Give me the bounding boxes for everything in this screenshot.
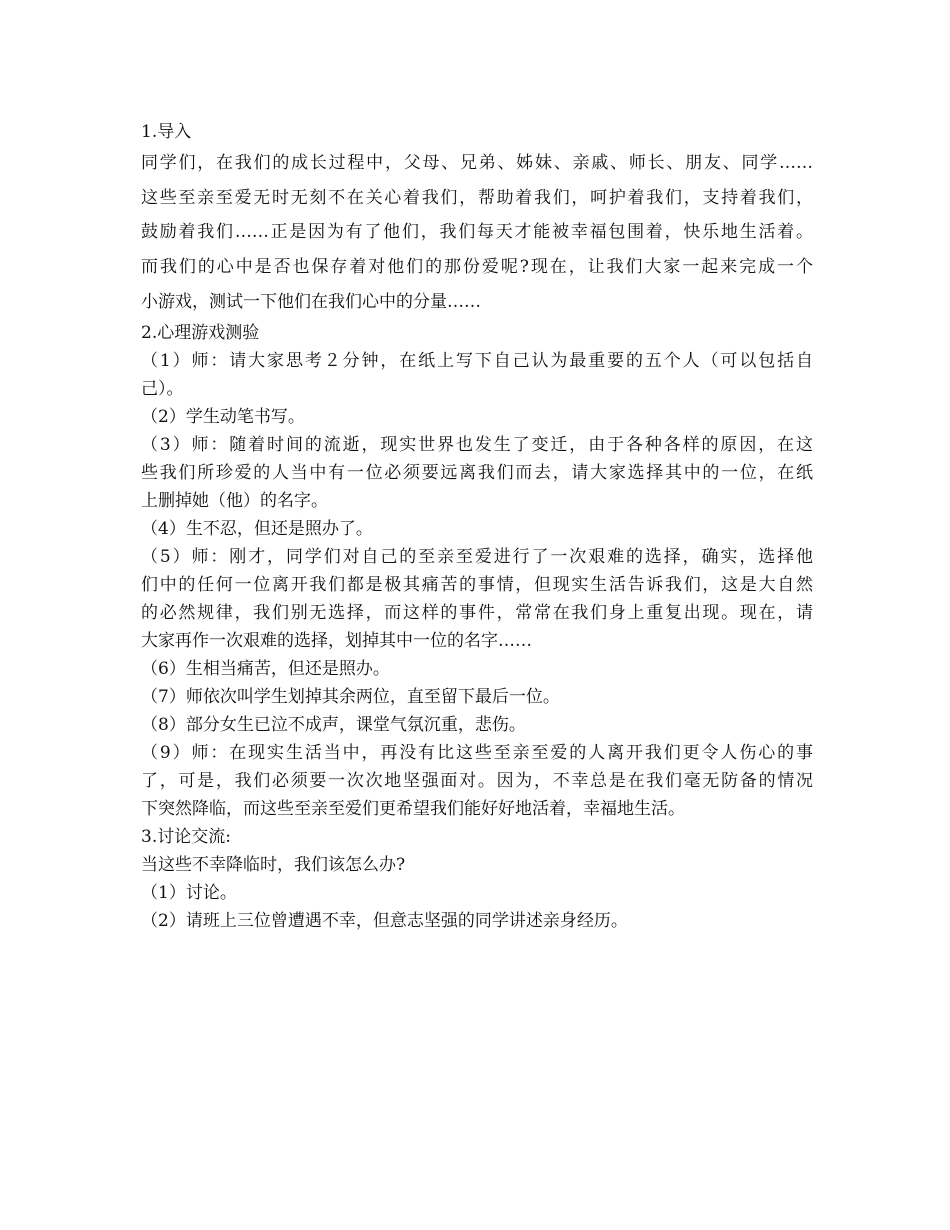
- paragraph-line: 些我们所珍爱的人当中有一位必须要远离我们而去，请大家选择其中的一位，在纸: [141, 463, 813, 484]
- paragraph-line: （6）生相当痛苦，但还是照办。: [141, 659, 390, 680]
- paragraph-line: （1）讨论。: [141, 883, 237, 904]
- paragraph-line: 这些至亲至爱无时无刻不在关心着我们，帮助着我们，呵护着我们，支持着我们，: [141, 187, 813, 208]
- paragraph-line: 小游戏，测试一下他们在我们心中的分量……: [141, 291, 481, 312]
- paragraph-line: 们中的任何一位离开我们都是极其痛苦的事情，但现实生活告诉我们，这是大自然: [141, 575, 813, 596]
- paragraph-line: 上删掉她（他）的名字。: [141, 491, 328, 512]
- paragraph-line: 己）。: [141, 379, 184, 400]
- paragraph-line: 大家再作一次艰难的选择，划掉其中一位的名字……: [141, 631, 532, 652]
- paragraph-line: （1）师：请大家思考２分钟，在纸上写下自己认为最重要的五个人（可以包括自: [141, 351, 813, 372]
- paragraph-line: （7）师依次叫学生划掉其余两位，直至留下最后一位。: [141, 687, 560, 708]
- paragraph-line: （2）请班上三位曾遭遇不幸，但意志坚强的同学讲述亲身经历。: [141, 911, 628, 932]
- paragraph-line: 了，可是，我们必须要一次次地坚强面对。因为，不幸总是在我们毫无防备的情况: [141, 771, 813, 792]
- section-heading: 1.导入: [141, 122, 192, 142]
- paragraph-line: （4）生不忍，但还是照办了。: [141, 519, 373, 540]
- paragraph-line: 的必然规律，我们别无选择，而这样的事件，常常在我们身上重复出现。现在，请: [141, 603, 813, 624]
- paragraph-line: 同学们，在我们的成长过程中，父母、兄弟、姊妹、亲戚、师长、朋友、同学……: [141, 153, 813, 173]
- paragraph-line: （2）学生动笔书写。: [141, 407, 305, 428]
- paragraph-line: （8）部分女生已泣不成声，课堂气氛沉重，悲伤。: [141, 715, 526, 736]
- paragraph-line: 当这些不幸降临时，我们该怎么办?: [141, 855, 406, 876]
- paragraph-line: 而我们的心中是否也保存着对他们的那份爱呢?现在，让我们大家一起来完成一个: [141, 257, 813, 278]
- section-heading: 3.讨论交流:: [141, 827, 231, 848]
- paragraph-line: 鼓励着我们……正是因为有了他们，我们每天才能被幸福包围着，快乐地生活着。: [141, 222, 813, 243]
- paragraph-line: （5）师：刚才，同学们对自己的至亲至爱进行了一次艰难的选择，确实，选择他: [141, 547, 813, 568]
- paragraph-line: （3）师：随着时间的流逝，现实世界也发生了变迁，由于各种各样的原因，在这: [141, 435, 813, 456]
- section-heading: 2.心理游戏测验: [141, 323, 260, 344]
- document-page: [141, 118, 813, 935]
- paragraph-line: （9）师：在现实生活当中，再没有比这些至亲至爱的人离开我们更令人伤心的事: [141, 743, 813, 764]
- paragraph-line: 下突然降临，而这些至亲至爱们更希望我们能好好地活着，幸福地生活。: [141, 799, 685, 820]
